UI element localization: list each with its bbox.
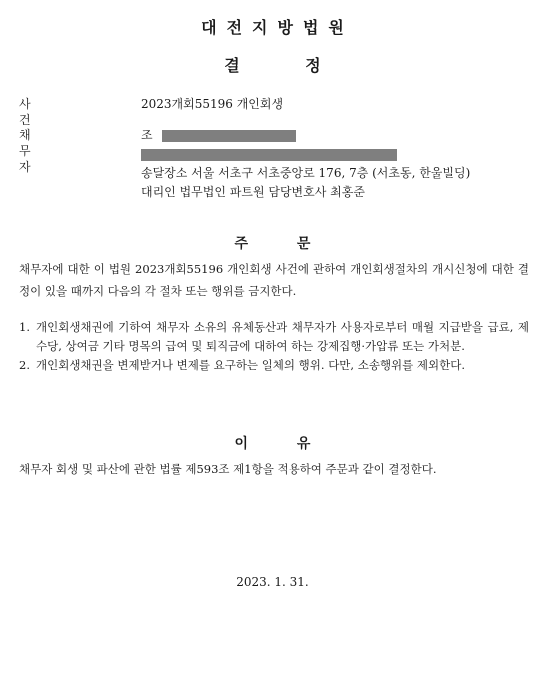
order-intro: 채무자에 대한 이 법원 2023개회55196 개인회생 사건에 관하여 개인회생절차의 개시신청에 대한 결정이 있을 때까지 다음의 각 절차 또는 행위를 금지한다. [19, 262, 529, 298]
decision-date: 2023. 1. 31. [236, 575, 309, 589]
redacted-name-block [162, 130, 296, 142]
service-address: 송달장소 서울 서초구 서초중앙로 176, 7층 (서초동, 한울빌딩) [141, 166, 471, 180]
reason-text: 채무자 회생 및 파산에 관한 법률 제593조 제1항을 적용하여 주문과 같이 결정한다. [19, 462, 437, 476]
legal-agent: 대리인 법무법인 파트원 담당변호사 최홍준 [141, 185, 365, 199]
document-type: 결 정 [224, 56, 321, 75]
case-number: 2023개회55196 개인회생 [141, 97, 284, 111]
order-item-text: 개인회생채권을 변제받거나 변제를 요구하는 일체의 행위. 다만, 소송행위를 제외한다. [36, 358, 466, 372]
case-label-text: 사 건 [19, 97, 71, 127]
order-list [19, 318, 529, 375]
debtor-label-text: 채 무 자 [19, 128, 48, 174]
reason-title: 이 유 [234, 436, 311, 452]
order-title: 주 문 [234, 236, 311, 252]
order-item-1 [19, 318, 529, 356]
debtor-label [19, 127, 89, 175]
debtor-name [141, 127, 296, 143]
court-name: 대전지방법원 [201, 18, 354, 37]
debtor-name-prefix: 조 [141, 128, 153, 142]
order-item-number: 2. [19, 358, 30, 372]
case-label [19, 96, 89, 128]
redacted-address-block [141, 149, 397, 161]
order-item-text: 개인회생채권에 기하여 채무자 소유의 유체동산과 채무자가 사용자로부터 매월 지급받을 급료, 제수당, 상여금 기타 명목의 급여 및 퇴직금에 대하여 하는 강제집행·가압류 또는 가처분. [36, 320, 529, 353]
order-item-number: 1. [19, 320, 30, 334]
order-item-2 [19, 356, 529, 375]
